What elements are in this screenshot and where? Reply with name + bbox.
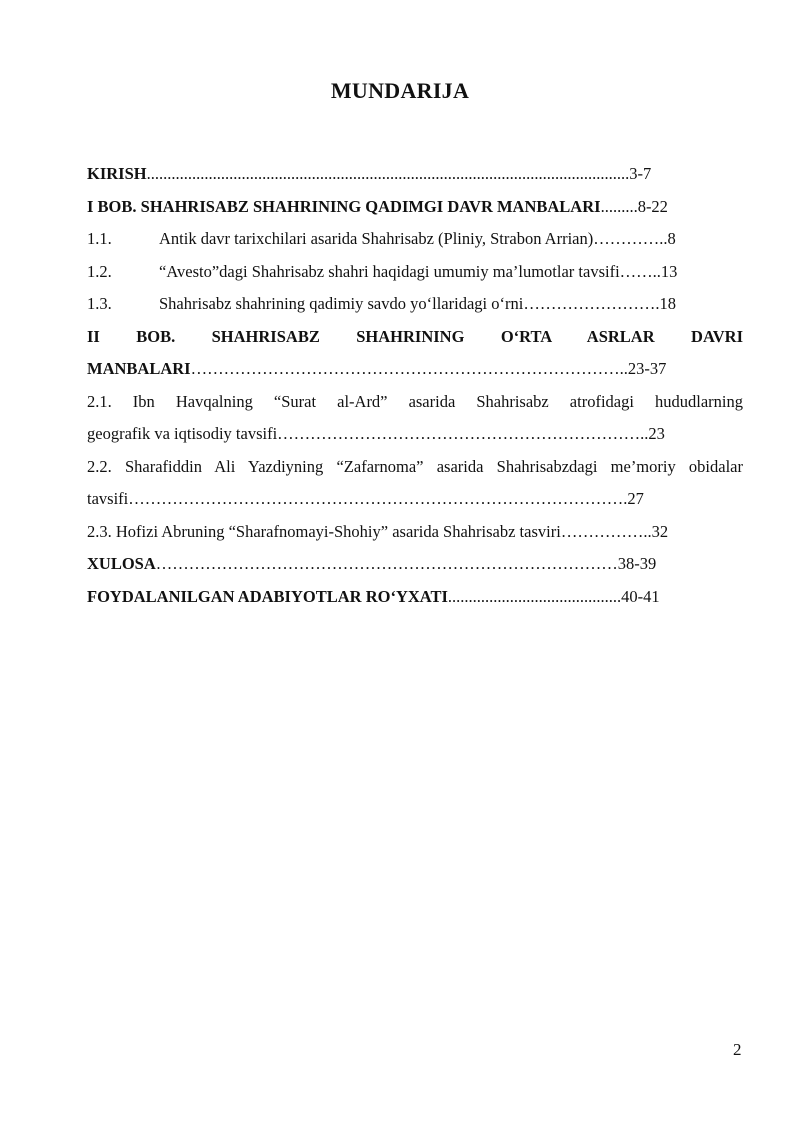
toc-entry-references[interactable]: [87, 581, 743, 614]
toc-leader-dots: .....................................................................................................................: [146, 164, 630, 183]
toc-entry-pages: 8-22: [637, 196, 668, 216]
toc-entry-label: FOYDALANILGAN ADABIYOTLAR RO‘YXATI: [87, 586, 448, 606]
toc-leader-dots: …………………………………………………………..: [277, 424, 649, 443]
toc-entry-label: tavsifi: [87, 489, 129, 508]
toc-entry-section-1-1[interactable]: [87, 223, 743, 256]
toc-leader-dots: ……..: [619, 261, 661, 281]
toc-leader-dots: …………………….: [523, 294, 660, 313]
toc-entry-section-2-2[interactable]: [87, 451, 743, 484]
toc-entry-pages: 23-37: [627, 359, 667, 378]
toc-entry-chapter-1[interactable]: [87, 191, 743, 224]
toc-entry-pages: 32: [651, 521, 669, 541]
toc-entry-pages: 18: [659, 294, 676, 313]
toc-entry-section-2-3[interactable]: [87, 516, 743, 549]
page-title: MUNDARIJA: [330, 78, 470, 103]
toc-leader-dots: ……………………………………………………………………..: [190, 359, 628, 378]
toc-entry-label: KIRISH: [87, 164, 147, 183]
toc-entry-label: Antik davr tarixchilari asarida Shahrisabz (Pliniy, Strabon Arrian): [159, 229, 594, 248]
toc-entry-label: I BOB. SHAHRISABZ SHAHRINING QADIMGI DAVR MANBALARI: [87, 196, 601, 216]
toc-entry-intro[interactable]: [87, 158, 743, 191]
toc-leader-dots: …………..: [593, 229, 668, 248]
toc-entry-pages: 23: [648, 424, 665, 443]
toc-entry-conclusion[interactable]: [87, 548, 743, 581]
toc-entry-section-2-1[interactable]: [87, 386, 743, 419]
toc-entry-label: “Avesto”dagi Shahrisabz shahri haqidagi umumiy ma’lumotlar tavsifi: [159, 261, 620, 281]
toc-entry-label: 2.3. Hofizi Abruning “Sharafnomayi-Shohiy” asarida Shahrisabz tasviri: [87, 521, 561, 541]
toc-entry-pages: 38-39: [617, 554, 657, 573]
toc-entry-number: 1.1.: [87, 229, 112, 248]
toc-entry-section-1-3[interactable]: [87, 288, 743, 321]
toc-entry-label: Shahrisabz shahrining qadimiy savdo yo‘llaridagi o‘rni: [159, 294, 524, 313]
toc-leader-dots: .........: [600, 196, 638, 216]
toc-entry-pages: 13: [660, 261, 678, 281]
toc-entry-section-2-1-continued[interactable]: [87, 418, 743, 451]
toc-entry-pages: 27: [627, 489, 644, 508]
toc-entry-pages: 40-41: [621, 586, 660, 606]
toc-entry-section-2-2-continued[interactable]: [87, 483, 743, 516]
toc-entry-label: II BOB. SHAHRISABZ SHAHRINING O‘RTA ASRLAR DAVRI: [87, 326, 743, 346]
toc-entry-label: 2.2. Sharafiddin Ali Yazdiyning “Zafarnoma” asarida Shahrisabzdagi me’moriy obidalar: [87, 456, 743, 476]
toc-entry-pages: 8: [667, 229, 676, 248]
toc-entry-number: 1.2.: [87, 261, 112, 281]
toc-entry-label: MANBALARI: [87, 359, 191, 378]
toc-entry-label: XULOSA: [87, 554, 156, 573]
toc-leader-dots: ……………………………………………………………………………….: [128, 489, 628, 508]
toc-entry-chapter-2[interactable]: [87, 321, 743, 354]
toc-entry-number: 1.3.: [87, 294, 112, 313]
toc-entry-chapter-2-continued[interactable]: [87, 353, 743, 386]
table-of-contents: [87, 158, 743, 613]
toc-leader-dots: ..........................................: [447, 586, 622, 606]
toc-leader-dots: ……………..: [560, 521, 652, 541]
toc-entry-label: 2.1. Ibn Havqalning “Surat al-Ard” asarida Shahrisabz atrofidagi hududlarning: [87, 391, 743, 411]
toc-entry-label: geografik va iqtisodiy tavsifi: [87, 424, 278, 443]
page-number: 2: [733, 1040, 742, 1059]
toc-entry-section-1-2[interactable]: [87, 256, 743, 289]
toc-entry-pages: 3-7: [629, 164, 652, 183]
toc-leader-dots: …………………………………………………………………………: [155, 554, 618, 573]
